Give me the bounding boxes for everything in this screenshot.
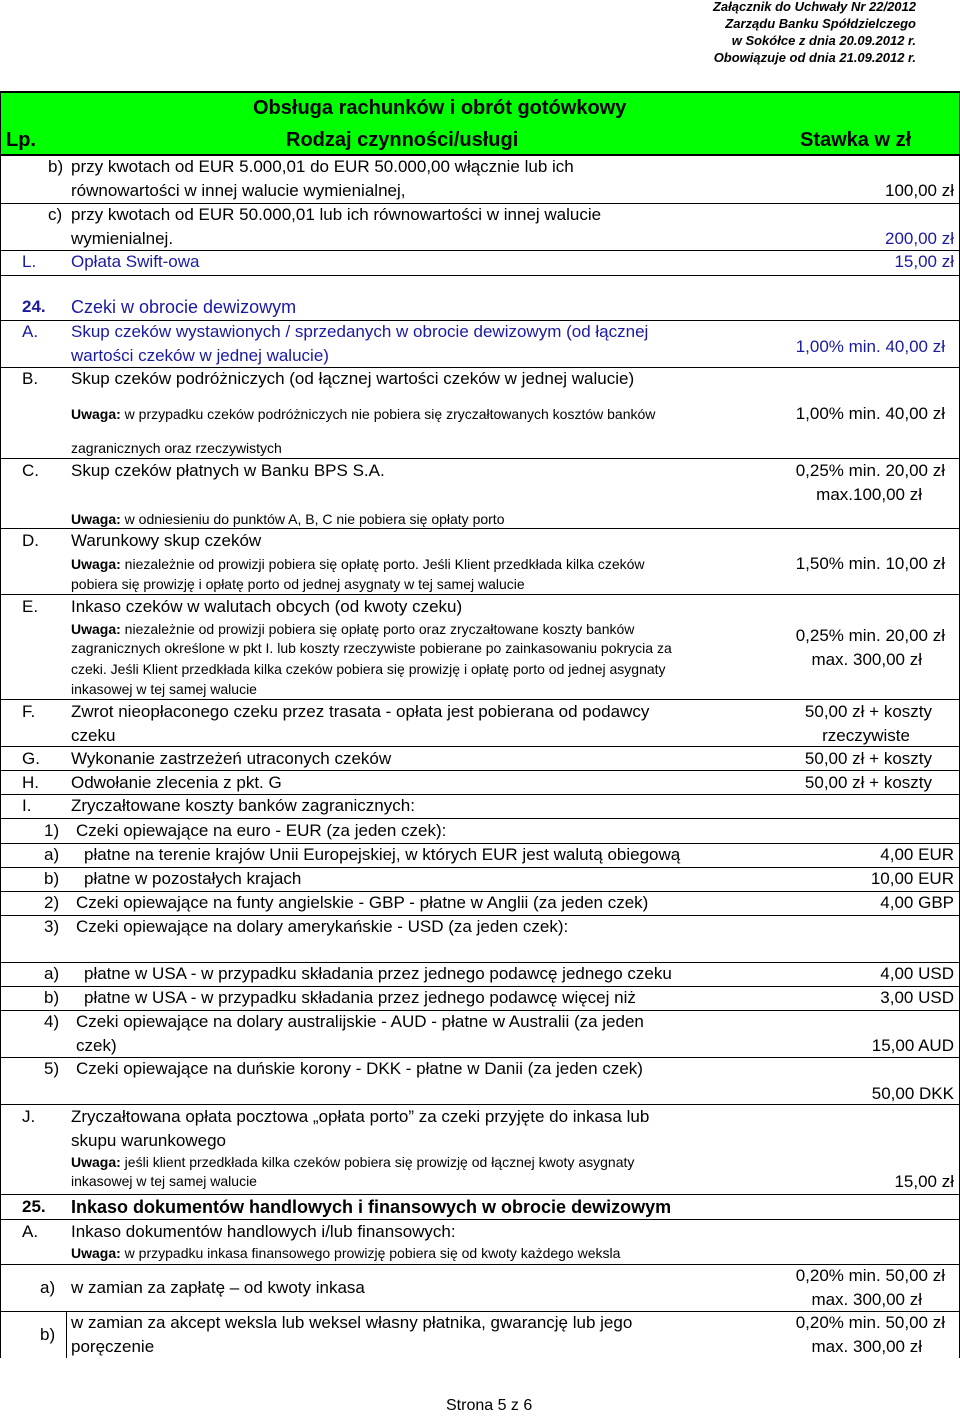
row-24f-rate-2: rzeczywiste [822, 726, 910, 745]
row-25ab-text-1: w zamian za akcept weksla lub weksel własny płatnika, gwarancję lub jego [71, 1313, 633, 1332]
row-24j-note-2: inkasowej w tej samej walucie [71, 1173, 257, 1189]
row-i3a-rate: 4,00 USD [880, 964, 954, 983]
row-25a-note: Uwaga: w przypadku inkasa finansowego prowizję pobiera się od kwoty każdego weksla [71, 1245, 621, 1261]
row-i3b-lp: b) [44, 988, 60, 1007]
row-i2-lp: 2) [44, 893, 60, 912]
row-i3b-text: płatne w USA - w przypadku składania przez jednego podawcę więcej niż [84, 988, 636, 1007]
row-24g-rate: 50,00 zł + koszty [804, 749, 932, 768]
row-24e-note-3: czeki. Jeśli Klient przedkłada kilka czeków pobiera się prowizję i opłatę porto od jednej asygnaty [71, 661, 666, 677]
row-i5-text: Czeki opiewające na duńskie korony - DKK - płatne w Danii (za jeden czek) [76, 1059, 643, 1078]
row-c-lp: c) [48, 205, 63, 224]
row-i3b-rate: 3,00 USD [880, 988, 954, 1007]
row-24g-lp: G. [22, 749, 40, 768]
row-25ab-lp: b) [40, 1325, 56, 1344]
column-header-rate: Stawka w zł [800, 129, 912, 151]
section-25-number: 25. [22, 1197, 46, 1216]
header-line-4: Obowiązuje od dnia 21.09.2012 r. [713, 50, 916, 65]
row-c-text-2: wymienialnej. [71, 229, 174, 248]
row-24j-rate: 15,00 zł [894, 1172, 954, 1191]
row-24i-lp: I. [22, 796, 32, 815]
row-25aa-rate-2: max. 300,00 zł [811, 1290, 922, 1309]
section-24-title: Czeki w obrocie dewizowym [71, 297, 297, 317]
row-24e-note-4: inkasowej w tej samej walucie [71, 681, 257, 697]
row-i1-text: Czeki opiewające na euro - EUR (za jeden czek): [76, 821, 447, 840]
row-i3-text: Czeki opiewające na dolary amerykańskie - USD (za jeden czek): [76, 917, 569, 936]
row-24e-text: Inkaso czeków w walutach obcych (od kwoty czeku) [71, 597, 463, 616]
row-i3a-text: płatne w USA - w przypadku składania przez jednego podawcę jednego czeku [84, 964, 672, 983]
row-i1b-lp: b) [44, 869, 60, 888]
row-b-text-2: równowartości w innej walucie wymienialnej, [71, 181, 406, 200]
row-24b-text: Skup czeków podróżniczych (od łącznej wartości czeków w jednej walucie) [71, 369, 635, 388]
row-24c-lp: C. [22, 461, 39, 480]
row-24e-note-1: Uwaga: niezależnie od prowizji pobiera się opłatę porto oraz zryczałtowane koszty banków [71, 621, 635, 637]
row-24b-lp: B. [22, 369, 39, 388]
row-24d-lp: D. [22, 531, 39, 550]
row-25aa-lp: a) [40, 1278, 56, 1297]
row-i1a-lp: a) [44, 845, 60, 864]
row-25a-lp: A. [22, 1222, 39, 1241]
row-24a-rate: 1,00% min. 40,00 zł [795, 337, 945, 356]
row-i1a-text: płatne na terenie krajów Unii Europejskiej, w których EUR jest walutą obiegową [84, 845, 681, 864]
row-i2-rate: 4,00 GBP [880, 893, 954, 912]
row-24e-rate-2: max. 300,00 zł [811, 650, 922, 669]
row-24d-note-2: pobiera się prowizję i opłatę porto od jednej asygnaty w tej samej walucie [71, 576, 525, 592]
row-24f-text-2: czeku [71, 726, 116, 745]
row-b-lp: b) [48, 157, 64, 176]
row-25ab-rate-1: 0,20% min. 50,00 zł [795, 1313, 945, 1332]
row-b-rate: 100,00 zł [885, 181, 954, 200]
row-24b-note-2: zagranicznych oraz rzeczywistych [71, 440, 282, 456]
row-b-text-1: przy kwotach od EUR 5.000,01 do EUR 50.000,00 włącznie lub ich [71, 157, 574, 176]
section-24-number: 24. [22, 297, 46, 316]
row-i4-lp: 4) [44, 1012, 60, 1031]
row-24f-rate-1: 50,00 zł + koszty [804, 702, 932, 721]
row-i3a-lp: a) [44, 964, 60, 983]
page-number: Strona 5 z 6 [446, 1397, 533, 1414]
row-i2-text: Czeki opiewające na funty angielskie - GBP - płatne w Anglii (za jeden czek) [76, 893, 649, 912]
row-25aa-text: w zamian za zapłatę – od kwoty inkasa [71, 1278, 365, 1297]
row-i1-lp: 1) [44, 821, 60, 840]
row-i1a-rate: 4,00 EUR [880, 845, 954, 864]
row-24f-text-1: Zwrot nieopłaconego czeku przez trasata - opłata jest pobierana od podawcy [71, 702, 650, 721]
row-24h-lp: H. [22, 773, 39, 792]
row-c-text-1: przy kwotach od EUR 50.000,01 lub ich równowartości w innej walucie [71, 205, 602, 224]
row-24h-text: Odwołanie zlecenia z pkt. G [71, 773, 282, 792]
row-24c-rate-1: 0,25% min. 20,00 zł [795, 461, 945, 480]
row-24f-lp: F. [22, 702, 36, 721]
row-24j-lp: J. [22, 1107, 36, 1126]
row-24d-rate: 1,50% min. 10,00 zł [795, 554, 945, 573]
row-25ab-rate-2: max. 300,00 zł [811, 1337, 922, 1356]
row-l-text: Opłata Swift-owa [71, 252, 200, 271]
row-i4-text-1: Czeki opiewające na dolary australijskie - AUD - płatne w Australii (za jeden [76, 1012, 644, 1031]
row-24j-text-1: Zryczałtowana opłata pocztowa „opłata porto” za czeki przyjęte do inkasa lub [71, 1107, 650, 1126]
row-i3-lp: 3) [44, 917, 60, 936]
row-24i-text: Zryczałtowane koszty banków zagranicznych: [71, 796, 415, 815]
header-line-3: w Sokółce z dnia 20.09.2012 r. [731, 33, 916, 48]
header-line-2: Zarządu Banku Spółdzielczego [725, 16, 916, 31]
row-l-rate: 15,00 zł [894, 252, 954, 271]
row-24j-text-2: skupu warunkowego [71, 1131, 226, 1150]
header-line-1: Załącznik do Uchwały Nr 22/2012 [712, 0, 916, 14]
row-l-lp: L. [22, 252, 37, 271]
row-24b-rate: 1,00% min. 40,00 zł [795, 404, 945, 423]
column-header-service: Rodzaj czynności/usługi [286, 129, 519, 151]
row-c-rate: 200,00 zł [885, 229, 954, 248]
row-24b-note-1: Uwaga: w przypadku czeków podróżniczych nie pobiera się zryczałtowanych kosztów banków [71, 406, 656, 422]
row-25ab-text-2: poręczenie [71, 1337, 155, 1356]
row-24j-note-1: Uwaga: jeśli klient przedkłada kilka czeków pobiera się prowizję od łącznej kwoty asygnaty [71, 1154, 635, 1170]
row-i4-text-2: czek) [76, 1036, 117, 1055]
row-24d-note-1: Uwaga: niezależnie od prowizji pobiera się opłatę porto. Jeśli Klient przedkłada kilka czeków [71, 556, 645, 572]
row-24a-lp: A. [22, 322, 39, 341]
row-24d-text: Warunkowy skup czeków [71, 531, 262, 550]
row-i5-rate: 50,00 DKK [871, 1084, 954, 1103]
row-24e-lp: E. [22, 597, 39, 616]
row-24c-note: Uwaga: w odniesieniu do punktów A, B, C nie pobiera się opłaty porto [71, 511, 505, 527]
section-25-title: Inkaso dokumentów handlowych i finansowych w obrocie dewizowym [71, 1197, 672, 1217]
row-24h-rate: 50,00 zł + koszty [804, 773, 932, 792]
row-24c-rate-2: max.100,00 zł [816, 485, 922, 504]
row-25a-text: Inkaso dokumentów handlowych i/lub finansowych: [71, 1222, 456, 1241]
row-24e-note-2: zagranicznych określone w pkt I. lub koszty rzeczywiste pobierane po zainkasowaniu pokrycia za [71, 640, 672, 656]
row-25aa-rate-1: 0,20% min. 50,00 zł [795, 1266, 945, 1285]
row-24a-text-2: wartości czeków w jednej walucie) [71, 346, 329, 365]
row-i4-rate: 15,00 AUD [871, 1036, 954, 1055]
row-i1b-rate: 10,00 EUR [870, 869, 954, 888]
row-24e-rate-1: 0,25% min. 20,00 zł [795, 626, 945, 645]
row-i5-lp: 5) [44, 1059, 60, 1078]
row-24c-text: Skup czeków płatnych w Banku BPS S.A. [71, 461, 385, 480]
row-24a-text-1: Skup czeków wystawionych / sprzedanych w obrocie dewizowym (od łącznej [71, 322, 649, 341]
row-i1b-text: płatne w pozostałych krajach [84, 869, 302, 888]
section-title: Obsługa rachunków i obrót gotówkowy [253, 97, 627, 119]
column-header-lp: Lp. [6, 129, 36, 151]
row-24g-text: Wykonanie zastrzeżeń utraconych czeków [71, 749, 392, 768]
